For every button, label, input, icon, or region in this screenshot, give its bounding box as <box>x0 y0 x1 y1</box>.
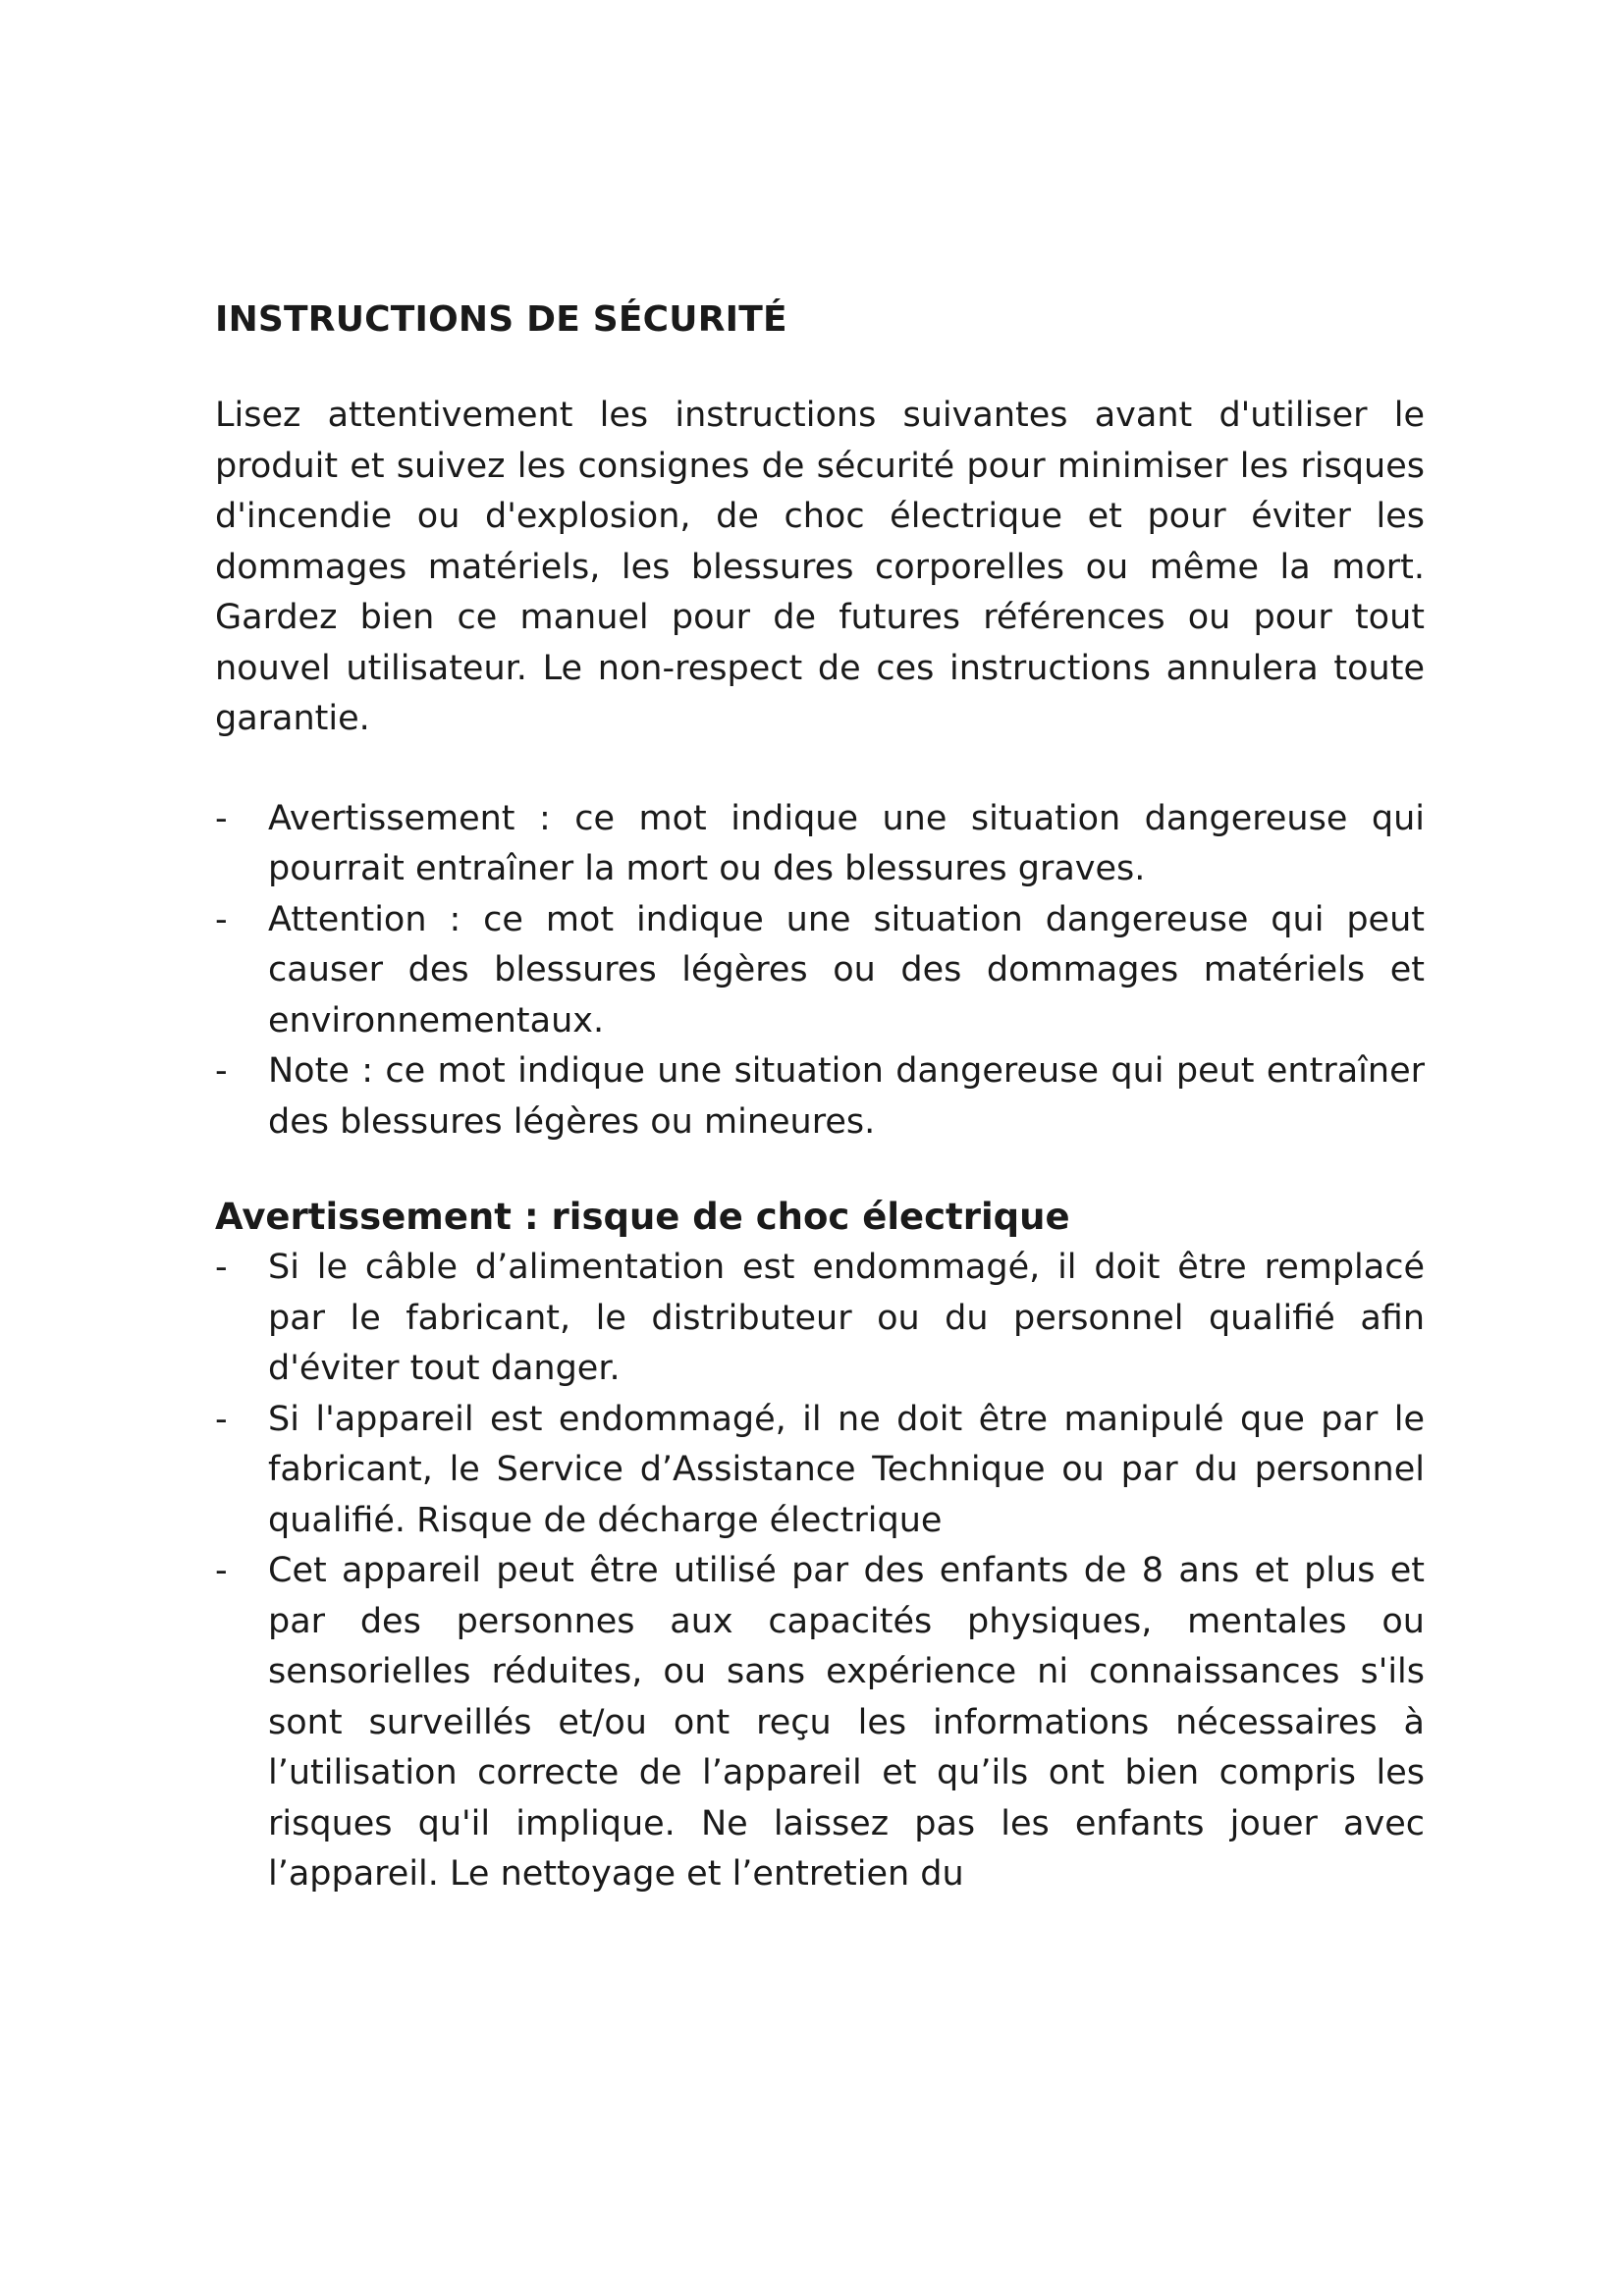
bullet-dash: - <box>215 1248 228 1287</box>
list-item-text: Note : ce mot indique une situation dangereuse qui peut entraîner des blessures légères ou mineures. <box>268 1051 1425 1142</box>
list-item <box>215 895 1425 1047</box>
bullet-dash: - <box>215 1051 228 1091</box>
warning-list <box>215 1243 1425 1900</box>
page-title: INSTRUCTIONS DE SÉCURITÉ <box>215 299 787 340</box>
document-page <box>215 294 1425 1900</box>
list-item <box>215 1046 1425 1148</box>
list-item-text: Avertissement : ce mot indique une situation dangereuse qui pourrait entraîner la mort ou des blessures graves. <box>268 798 1425 888</box>
list-item <box>215 1546 1425 1900</box>
definitions-list <box>215 794 1425 1148</box>
list-item <box>215 794 1425 895</box>
list-item-text: Si l'appareil est endommagé, il ne doit être manipulé que par le fabricant, le Service d’Assistance Technique ou par du personnel qualifié. Risque de décharge électrique <box>268 1399 1425 1540</box>
list-item <box>215 1243 1425 1395</box>
list-item-text: Attention : ce mot indique une situation dangereuse qui peut causer des blessures légères ou des dommages matériels et environnementaux. <box>268 899 1425 1041</box>
intro-paragraph: Lisez attentivement les instructions suivantes avant d'utiliser le produit et suivez les consignes de sécurité pour minimiser les risques d'incendie ou d'explosion, de choc électrique et pour éviter les dommages matériels, les blessures corporelles ou même la mort. Gardez bien ce manuel pour de futures références ou pour tout nouvel utilisateur. Le non-respect de ces instructions annulera toute garantie. <box>215 396 1425 738</box>
section-heading: Avertissement : risque de choc électrique <box>215 1196 1070 1238</box>
list-item <box>215 1395 1425 1547</box>
bullet-dash: - <box>215 899 228 939</box>
bullet-dash: - <box>215 1399 228 1439</box>
list-item-text: Cet appareil peut être utilisé par des enfants de 8 ans et plus et par des personnes aux capacités physiques, mentales ou sensorielles réduites, ou sans expérience ni connaissances s'ils sont surveillés et/ou ont reçu les informations nécessaires à l’utilisation correcte de l’appareil et qu’ils ont bien compris les risques qu'il implique. Ne laissez pas les enfants jouer avec l’appareil. Le nettoyage et l’entretien du <box>268 1551 1425 1894</box>
list-item-text: Si le câble d’alimentation est endommagé, il doit être remplacé par le fabricant, le distributeur ou du personnel qualifié afin d'éviter tout danger. <box>268 1248 1425 1388</box>
bullet-dash: - <box>215 798 228 838</box>
bullet-dash: - <box>215 1551 228 1590</box>
